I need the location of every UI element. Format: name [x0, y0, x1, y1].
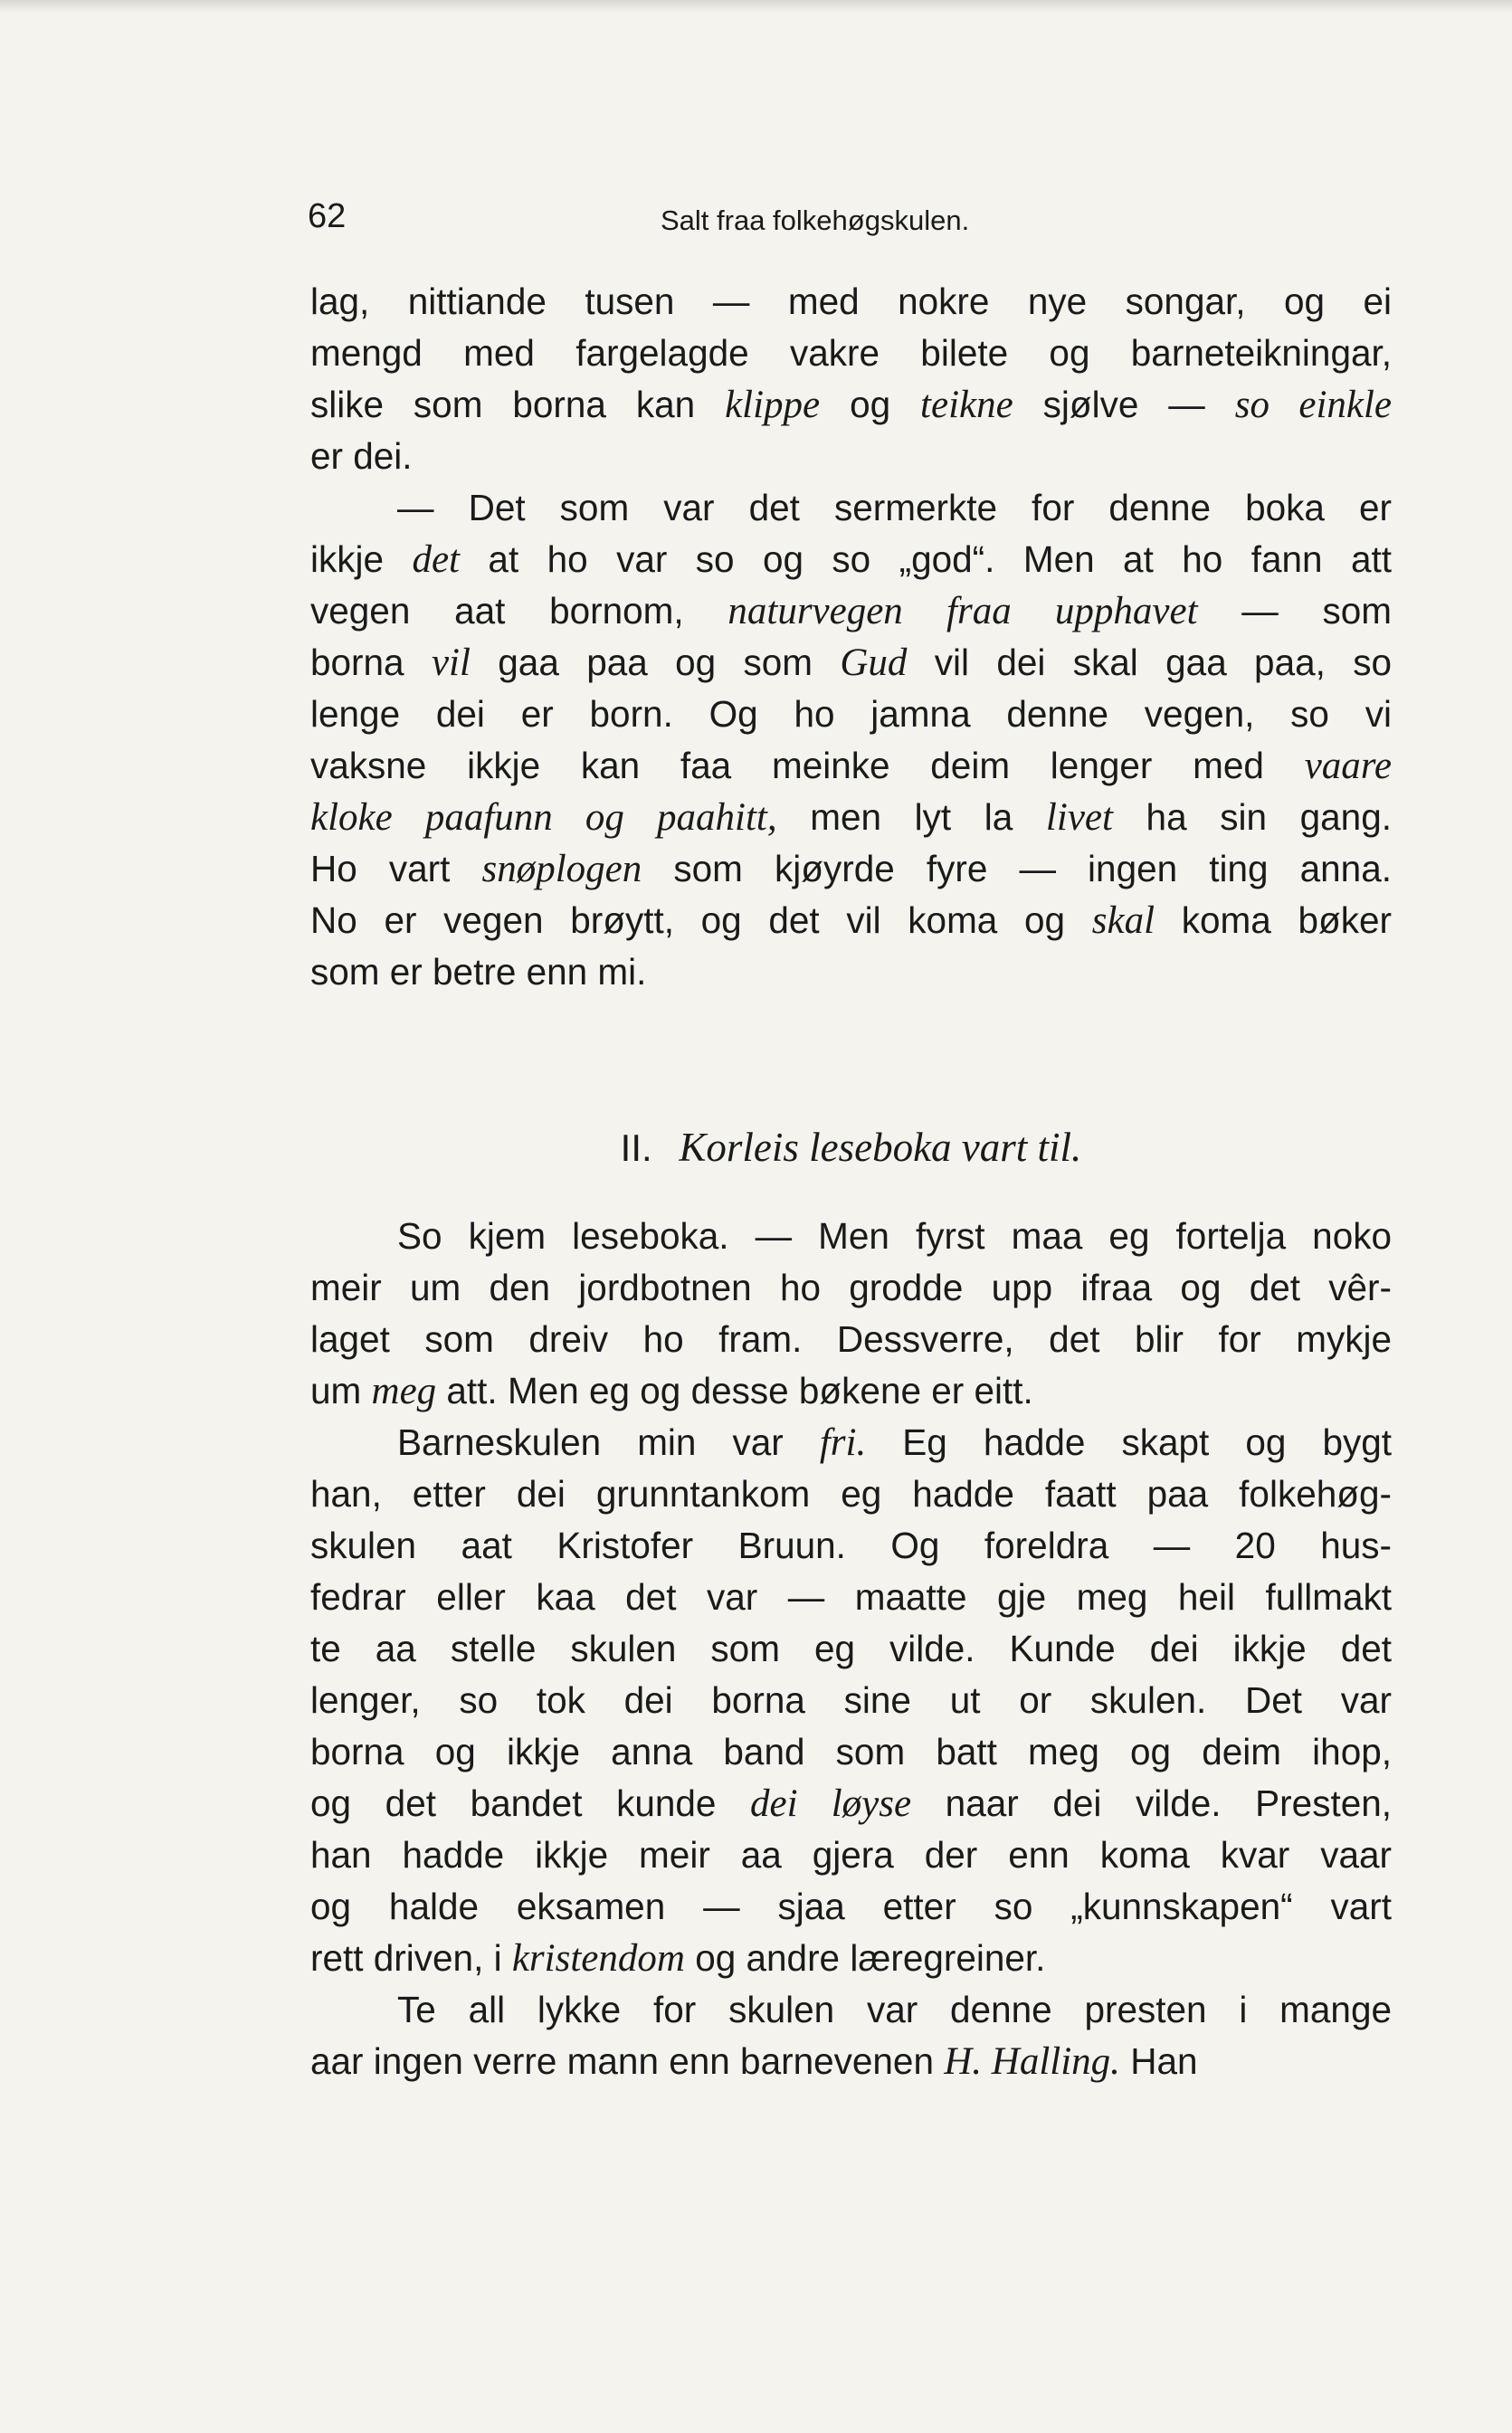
italic-run: det: [412, 538, 460, 581]
text-run: men lyt la: [776, 796, 1046, 838]
italic-run: dei løyse: [750, 1782, 912, 1825]
running-head: Salt fraa folkehøgskulen.: [661, 204, 970, 236]
text-run: han, etter dei grunntankom eg hadde faatt paa folkehøg-: [310, 1473, 1392, 1515]
italic-run: klippe: [725, 384, 821, 426]
text-run: — som: [1197, 590, 1392, 632]
text-line: [310, 534, 1392, 585]
italic-run: kristendom: [511, 1937, 685, 1980]
italic-run: vil: [431, 642, 471, 684]
text-line: [310, 379, 1392, 431]
body-text-section-1: [310, 276, 1392, 998]
text-run: koma bøker: [1155, 899, 1392, 941]
text-run: um: [310, 1370, 372, 1411]
text-line: [310, 1675, 1392, 1726]
text-line: [310, 1881, 1392, 1933]
text-run: No er vegen brøytt, og det vil koma og: [310, 899, 1092, 941]
text-run: skulen aat Kristofer Bruun. Og foreldra — 20 hus-: [310, 1525, 1392, 1566]
page-top-edge: [0, 0, 1512, 13]
text-line: [310, 946, 1392, 998]
text-run: aar ingen verre mann enn barnevenen: [310, 2040, 945, 2082]
text-line: [310, 895, 1392, 946]
italic-run: naturvegen fraa upphavet: [727, 590, 1198, 632]
text-run: att. Men eg og desse bøkene er eitt.: [436, 1370, 1033, 1411]
text-run: rett driven, i: [310, 1937, 512, 1979]
text-run: at ho var so og so „god“. Men at ho fann att: [460, 538, 1392, 580]
text-run: ikkje: [310, 538, 413, 580]
italic-run: so einkle: [1234, 384, 1393, 426]
text-line: [310, 482, 1392, 534]
text-run: mengd med fargelagde vakre bilete og barneteikningar,: [310, 332, 1392, 374]
text-line: [310, 431, 1392, 482]
text-line: [310, 1830, 1392, 1881]
text-run: slike som borna kan: [310, 384, 726, 425]
text-line: [310, 843, 1392, 895]
italic-run: H. Halling.: [944, 2040, 1120, 2083]
text-run: lenger, so tok dei borna sine ut or skulen. Det var: [310, 1679, 1392, 1721]
text-line: [310, 1211, 1392, 1262]
text-run: borna og ikkje anna band som batt meg og deim ihop,: [310, 1731, 1392, 1772]
italic-run: skal: [1091, 899, 1155, 942]
text-line: [310, 1365, 1392, 1417]
text-run: meir um den jordbotnen ho grodde upp ifraa og det vêr-: [310, 1267, 1392, 1308]
text-line: [310, 1623, 1392, 1675]
text-run: te aa stelle skulen som eg vilde. Kunde dei ikkje det: [310, 1628, 1392, 1669]
text-run: vil dei skal gaa paa, so: [907, 642, 1393, 683]
italic-run: Gud: [840, 642, 908, 684]
italic-run: meg: [371, 1370, 437, 1412]
text-line: [310, 1933, 1392, 1984]
text-line: [310, 689, 1392, 740]
text-line: [310, 1314, 1392, 1365]
text-run: laget som dreiv ho fram. Dessverre, det blir for mykje: [310, 1318, 1392, 1360]
text-run: So kjem leseboka. — Men fyrst maa eg fortelja noko: [397, 1215, 1392, 1257]
text-line: [310, 637, 1392, 689]
text-line: [310, 792, 1392, 843]
text-run: Ho vart: [310, 848, 482, 889]
text-run: og andre læregreiner.: [684, 1937, 1046, 1979]
page-header: [308, 197, 1393, 252]
text-line: [310, 276, 1392, 328]
text-run: som kjøyrde fyre — ingen ting anna.: [642, 848, 1392, 889]
text-run: Te all lykke for skulen var denne presten i mange: [397, 1989, 1392, 2030]
italic-run: vaare: [1304, 745, 1392, 787]
text-run: og halde eksamen — sjaa etter so „kunnskapen“ vart: [310, 1886, 1392, 1927]
text-run: han hadde ikkje meir aa gjera der enn koma kvar vaar: [310, 1834, 1392, 1876]
italic-run: kloke paafunn og paahitt,: [310, 796, 777, 839]
section-heading-number: II.: [620, 1126, 652, 1169]
text-line: [310, 1726, 1392, 1778]
text-run: og: [820, 384, 921, 425]
text-run: ha sin gang.: [1112, 796, 1392, 838]
body-text-section-2: [310, 1211, 1392, 2087]
text-line: [310, 328, 1392, 379]
text-line: [310, 1778, 1392, 1830]
text-line: [310, 1520, 1392, 1572]
text-run: lenge dei er born. Og ho jamna denne vegen, so vi: [310, 693, 1392, 735]
text-run: Han: [1119, 2040, 1198, 2082]
text-run: Eg hadde skapt og bygt: [866, 1421, 1392, 1463]
text-run: gaa paa og som: [470, 642, 841, 683]
text-line: [310, 1417, 1392, 1468]
text-line: [310, 1262, 1392, 1314]
section-heading-title: Korleis leseboka vart til.: [679, 1125, 1082, 1170]
text-run: — Det som var det sermerkte for denne boka er: [397, 487, 1392, 528]
text-run: borna: [310, 642, 432, 683]
italic-run: livet: [1045, 796, 1113, 839]
page-number: 62: [308, 197, 347, 235]
text-line: [310, 2036, 1392, 2087]
text-run: vegen aat bornom,: [310, 590, 728, 632]
text-line: [310, 1572, 1392, 1623]
text-run: lag, nittiande tusen — med nokre nye songar, og ei: [310, 280, 1392, 322]
text-run: og det bandet kunde: [310, 1782, 751, 1824]
text-run: Barneskulen min var: [397, 1421, 820, 1463]
italic-run: fri.: [819, 1421, 867, 1464]
text-run: sjølve —: [1013, 384, 1235, 425]
text-line: [310, 1984, 1392, 2036]
italic-run: snøplogen: [481, 848, 642, 890]
text-run: fedrar eller kaa det var — maatte gje meg heil fullmakt: [310, 1576, 1392, 1618]
text-line: [310, 585, 1392, 637]
text-run: vaksne ikkje kan faa meinke deim lenger med: [310, 745, 1305, 786]
text-run: som er betre enn mi.: [310, 951, 647, 993]
text-run: er dei.: [310, 435, 413, 477]
text-line: [310, 740, 1392, 792]
section-heading: [310, 1124, 1392, 1178]
text-line: [310, 1468, 1392, 1520]
text-run: naar dei vilde. Presten,: [911, 1782, 1392, 1824]
italic-run: teikne: [920, 384, 1013, 426]
